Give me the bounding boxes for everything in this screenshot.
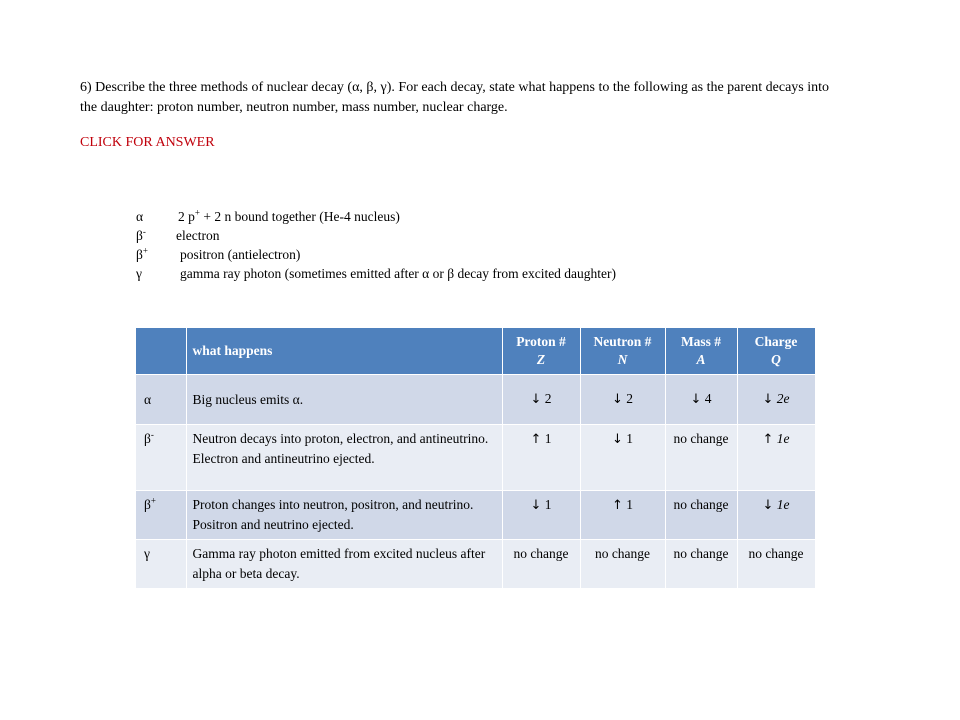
row-symbol: α <box>136 375 186 425</box>
table-header-row <box>136 328 815 375</box>
row-charge: no change <box>737 540 815 589</box>
down-arrow-icon: ↓ <box>530 392 542 407</box>
header-mass: Mass # A <box>665 328 737 375</box>
legend-alpha-text: 2 p+ + 2 n bound together (He-4 nucleus) <box>178 207 400 224</box>
table-row-gamma <box>136 540 815 589</box>
header-what-happens: what happens <box>186 328 502 375</box>
up-arrow-icon: ↑ <box>530 432 542 447</box>
row-proton: ↓ 2 <box>502 375 580 425</box>
row-mass: no change <box>665 491 737 540</box>
row-what-happens: Proton changes into neutron, positron, and neutrino. Positron and neutrino ejected. <box>186 491 502 540</box>
row-symbol: γ <box>136 540 186 589</box>
row-proton: ↑ 1 <box>502 425 580 491</box>
row-what-happens: Gamma ray photon emitted from excited nucleus after alpha or beta decay. <box>186 540 502 589</box>
row-what-happens: Big nucleus emits α. <box>186 375 502 425</box>
down-arrow-icon: ↓ <box>762 392 774 407</box>
decay-legend <box>136 207 856 283</box>
row-what-happens: Neutron decays into proton, electron, and antineutrino. Electron and antineutrino ejected. <box>186 425 502 491</box>
down-arrow-icon: ↓ <box>611 432 623 447</box>
down-arrow-icon: ↓ <box>762 498 774 513</box>
legend-gamma <box>136 264 856 283</box>
row-neutron: ↑ 1 <box>580 491 665 540</box>
row-symbol: β- <box>136 425 186 491</box>
legend-beta-minus-text: electron <box>176 228 220 243</box>
row-mass: no change <box>665 425 737 491</box>
down-arrow-icon: ↓ <box>530 498 542 513</box>
beta-plus-symbol: β+ <box>136 245 148 262</box>
click-for-answer-link[interactable]: CLICK FOR ANSWER <box>80 135 215 150</box>
row-charge: ↓ 1e <box>737 491 815 540</box>
decay-table <box>136 328 816 588</box>
gamma-symbol: γ <box>136 266 142 281</box>
alpha-symbol: α <box>136 209 144 224</box>
up-arrow-icon: ↑ <box>611 498 623 513</box>
row-symbol: β+ <box>136 491 186 540</box>
legend-beta-minus <box>136 226 856 245</box>
legend-gamma-text: gamma ray photon (sometimes emitted after α or β decay from excited daughter) <box>180 266 617 281</box>
down-arrow-icon: ↓ <box>690 392 702 407</box>
up-arrow-icon: ↑ <box>762 432 774 447</box>
header-neutron: Neutron # N <box>580 328 665 375</box>
row-charge: ↓ 2e <box>737 375 815 425</box>
table-row-beta-plus <box>136 491 815 540</box>
row-charge: ↑ 1e <box>737 425 815 491</box>
row-proton: no change <box>502 540 580 589</box>
row-neutron: ↓ 2 <box>580 375 665 425</box>
row-mass: ↓ 4 <box>665 375 737 425</box>
beta-minus-symbol: β- <box>136 226 146 243</box>
table-row-beta-minus <box>136 425 815 491</box>
header-charge: Charge Q <box>737 328 815 375</box>
legend-beta-plus-text: positron (antielectron) <box>180 247 301 262</box>
question-text: 6) Describe the three methods of nuclear decay (α, β, γ). For each decay, state what happens to the following as the parent decays into the daughter: proton number, neutron number, mass number, nuclear charge. <box>80 80 830 115</box>
row-neutron: no change <box>580 540 665 589</box>
row-neutron: ↓ 1 <box>580 425 665 491</box>
header-proton: Proton # Z <box>502 328 580 375</box>
legend-alpha <box>136 207 856 226</box>
down-arrow-icon: ↓ <box>611 392 623 407</box>
row-mass: no change <box>665 540 737 589</box>
row-proton: ↓ 1 <box>502 491 580 540</box>
header-symbol <box>136 328 186 375</box>
table-row-alpha <box>136 375 815 425</box>
legend-beta-plus <box>136 245 856 264</box>
